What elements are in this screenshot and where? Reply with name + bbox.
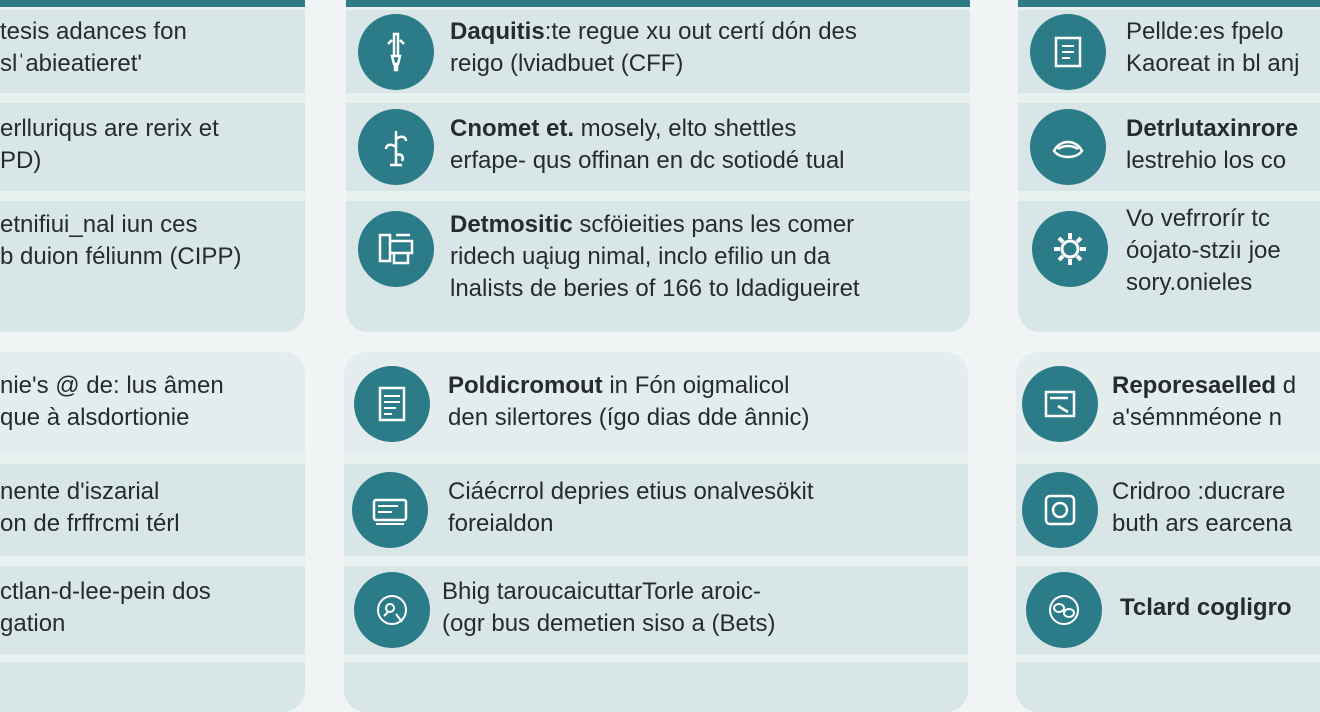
item-title: Detmositic [450,211,573,238]
right-card-bottom [1016,352,1320,712]
bacteria-icon [1026,572,1102,648]
flower-icon [354,572,430,648]
left-card-top [0,0,305,332]
list-item[interactable] [1016,566,1320,654]
middle-card-top [346,0,970,332]
list-item[interactable] [346,103,970,191]
item-subtitle: den silertores (ígo dias dde ânnic) [448,404,810,431]
item-title-rest: Ciáécrrol depries etius onalvesökit [448,478,814,505]
item-title-rest: in Fón oigmalicol [602,372,790,399]
list-item[interactable] [1018,103,1320,191]
item-subtitle: erfape- qus offinan en dc sotiodé tual [450,147,845,174]
list-item[interactable] [0,10,305,93]
list-item[interactable] [1016,464,1320,556]
item-subtitle: ridech uąiug nimal, inclo efilio un da [450,243,831,270]
item-title: Daquitis [450,18,545,45]
item-title-rest: Bhig taroucaicuttarTorle aroic- [442,578,761,605]
item-subtitle: PD) [0,147,42,174]
item-subtitle: Kaoreat in bl anj [1126,50,1300,77]
microphone-icon [358,14,434,90]
item-title: Reporesaelled [1112,372,1277,399]
item-title: etnifiui_nal iun сes [0,211,198,238]
printer-icon [358,211,434,287]
list-item[interactable] [0,201,305,332]
item-title-rest: Vo vefrrorír tc [1126,205,1271,232]
list-item[interactable] [346,10,970,93]
list-item[interactable] [344,464,968,556]
item-detail: sory.onieles [1126,269,1253,296]
item-title: nente d'iszarial [0,478,160,505]
item-title-rest: :te regue xu out certí dón des [544,18,857,45]
item-title: ctlan-d-lee-pein dos [0,578,211,605]
list-item[interactable] [1018,10,1320,93]
left-card-bottom [0,352,305,712]
item-subtitle: reigo (lviadbuet (CFF) [450,50,684,77]
item-subtitle: que à alsdortionie [0,404,190,431]
card-accent-bar [1018,0,1320,7]
item-title-rest: d [1276,372,1297,399]
document-icon [354,366,430,442]
item-title: Tclard [1120,594,1191,621]
item-title: Cnomet et. [450,115,575,142]
book-icon [1030,14,1106,90]
item-subtitle: (ogr bus demetien siso a (Bets) [442,610,776,637]
list-item[interactable] [344,662,968,712]
item-title: nie's @ de: lus âmen [0,372,224,399]
card-accent-bar [0,0,305,7]
item-title: tesis adances fon [0,18,187,45]
list-item[interactable] [1018,201,1320,332]
list-item[interactable] [0,662,305,712]
list-item[interactable] [0,103,305,191]
item-subtitle: b duion féliunm (CIPP) [0,243,242,270]
item-detail: lnalists de beries of 166 to ldadigueiret [450,275,860,302]
list-item[interactable] [0,352,305,454]
item-title: erlluriqus are rerix et [0,115,219,142]
list-item[interactable] [344,566,968,654]
item-subtitle: óojato-stziı joe [1126,237,1281,264]
list-item[interactable] [346,201,970,332]
list-item[interactable] [1016,352,1320,454]
item-subtitle: on de frffrcmi térl [0,510,180,537]
list-item[interactable] [344,352,968,454]
list-item[interactable] [0,464,305,556]
item-subtitle: a'sémnméone n [1112,404,1283,431]
middle-card-bottom [344,352,968,712]
item-title: Poldicromout [448,372,603,399]
item-title-rest: Cridroo :ducrare [1112,478,1286,505]
gear-icon [1032,211,1108,287]
item-title-rest: Pellde:es fpelo [1126,18,1284,45]
right-card-top [1018,0,1320,332]
card-accent-bar [346,0,970,7]
item-subtitle: buth ars earcena [1112,510,1293,537]
item-title: Detrlutaxinrore [1126,115,1299,142]
camera-icon [1022,472,1098,548]
item-title-rest: scföieities pans les comer [572,211,855,238]
item-title-rest: mosely, elto shettles [574,115,797,142]
list-item[interactable] [1016,662,1320,712]
item-subtitle: gation [0,610,66,637]
leaf-icon [1030,109,1106,185]
item-subtitle: foreialdon [448,510,554,537]
plant-icon [358,109,434,185]
certificate-icon [1022,366,1098,442]
list-item[interactable] [0,566,305,654]
item-title-rest: cogligro [1190,594,1292,621]
item-subtitle: lestrehio los co [1126,147,1287,174]
device-icon [352,472,428,548]
item-subtitle: slˈabieatieret' [0,50,142,77]
